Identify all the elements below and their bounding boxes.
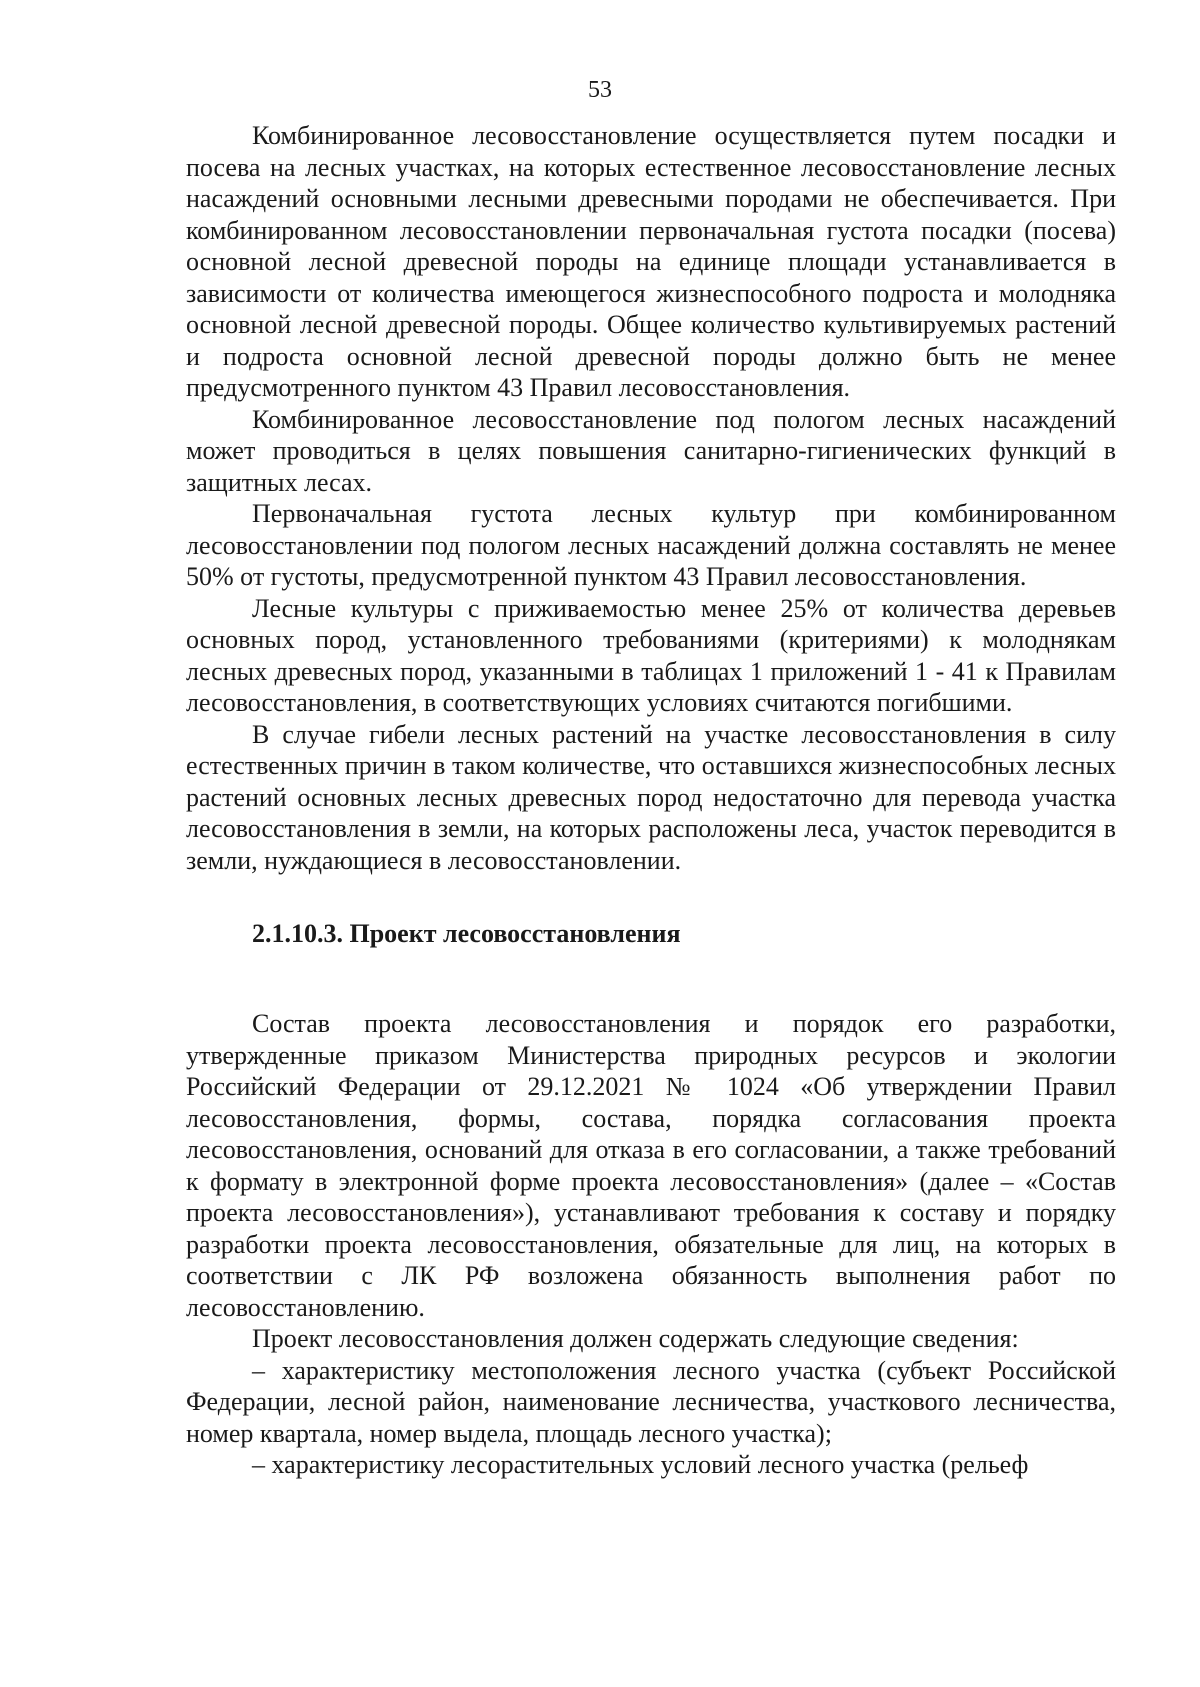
paragraph-plant-loss: В случае гибели лесных растений на участке лесовосстановления в силу естественных причин в таком количестве, что оставшихся жизнеспособных лесных растений основных лесных древесных пород недостаточно для перевода участка лесовосстановления в земли, на которых расположены леса, участок переводится в земли, нуждающиеся в лесовосстановлении.	[186, 719, 1116, 875]
page-number: 53	[588, 77, 612, 103]
paragraph-combined-reforestation: Комбинированное лесовосстановление осуществляется путем посадки и посева на лесных участках, на которых естественное лесовосстановление лесных насаждений основными лесными древесными породами не обеспечивается. При комбинированном лесовосстановлении первоначальная густота посадки (посева) основной лесной древесной породы на единице площади устанавливается в зависимости от количества имеющегося жизнеспособного подроста и молодняка основной лесной древесной породы. Общее количество культивируемых растений и подроста основной лесной древесной породы должно быть не менее предусмотренного пунктом 43 Правил лесовосстановления.	[186, 121, 1116, 402]
section-heading: 2.1.10.3. Проект лесовосстановления	[252, 919, 681, 948]
paragraph-project-composition: Состав проекта лесовосстановления и порядок его разработки, утвержденные приказом Министерства природных ресурсов и экологии Российский Федерации от 29.12.2021 № 1024 «Об утверждении Правил лесовосстановления, формы, состава, порядка согласования проекта лесовосстановления, оснований для отказа в его согласовании, а также требований к формату в электронной форме проекта лесовосстановления» (далее – «Состав проекта лесовосстановления»), устанавливают требования к составу и порядку разработки проекта лесовосстановления, обязательные для лиц, на которых в соответствии с ЛК РФ возложена обязанность выполнения работ по лесовосстановлению.	[186, 1009, 1116, 1322]
list-item: – характеристику местоположения лесного участка (субъект Российской Федерации, лесной район, наименование лесничества, участкового лесничества, номер квартала, номер выдела, площадь лесного участка);	[186, 1355, 1116, 1448]
paragraph-initial-density: Первоначальная густота лесных культур при комбинированном лесовосстановлении под пологом лесных насаждений должна составлять не менее 50% от густоты, предусмотренной пунктом 43 Правил лесовосстановления.	[186, 499, 1116, 591]
paragraph-under-canopy: Комбинированное лесовосстановление под пологом лесных насаждений может проводиться в целях повышения санитарно-гигиенических функций в защитных лесах.	[186, 404, 1116, 497]
document-body	[186, 120, 1116, 1481]
paragraph-project-contents-intro: Проект лесовосстановления должен содержать следующие сведения:	[252, 1324, 1019, 1353]
list-item: – характеристику лесорастительных условий лесного участка (рельеф	[252, 1450, 1029, 1479]
paragraph-survival-rate: Лесные культуры с приживаемостью менее 25% от количества деревьев основных пород, установленного требованиями (критериями) к молоднякам лесных древесных пород, указанными в таблицах 1 приложений 1 - 41 к Правилам лесовосстановления, в соответствующих условиях считаются погибшими.	[186, 593, 1116, 717]
